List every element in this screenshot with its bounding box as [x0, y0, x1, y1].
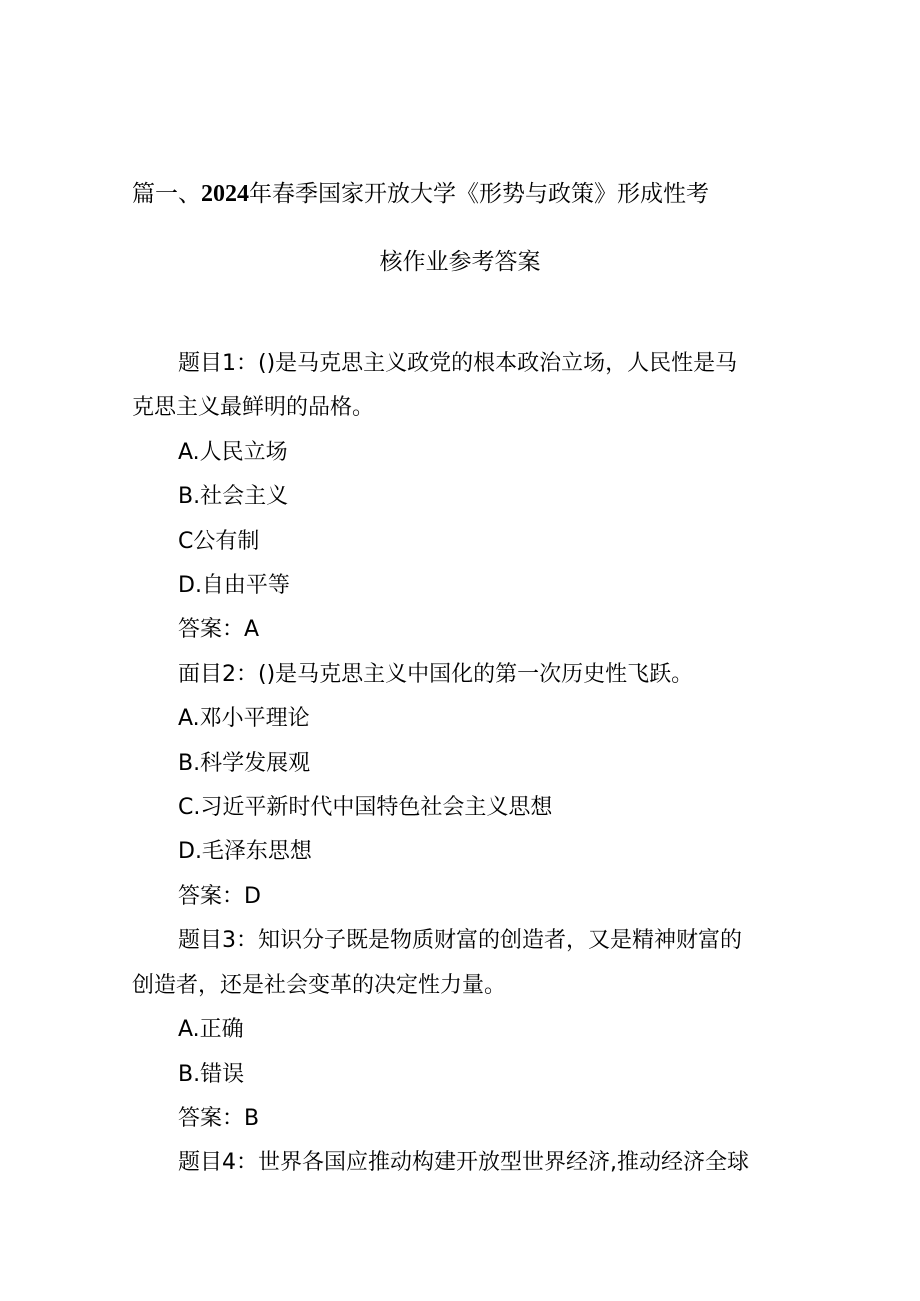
- document-title: [132, 174, 709, 214]
- question-2-option-b: B.科学发展观: [178, 750, 311, 776]
- question-2-option-c: C.习近平新时代中国特色社会主义思想: [178, 795, 553, 821]
- question-2-option-a: A.邓小平理论: [178, 706, 310, 732]
- question-1-text-continued: 克思主义最鲜明的品格。: [132, 395, 375, 421]
- document-title-continued: 核作业参考答案: [379, 249, 541, 275]
- question-2-answer: 答案：D: [178, 883, 261, 909]
- question-2-option-d: D.毛泽东思想: [178, 839, 312, 865]
- title-prefix: 篇一、: [132, 181, 201, 207]
- question-3-text: 题目3：知识分子既是物质财富的创造者，又是精神财富的: [178, 928, 742, 954]
- question-3-option-b: B.错误: [178, 1061, 245, 1087]
- question-3-text-continued: 创造者，还是社会变革的决定性力量。: [132, 972, 507, 998]
- question-1-answer: 答案：A: [178, 617, 260, 643]
- document-body: [132, 342, 792, 1186]
- question-1-text: 题目1：()是马克思主义政党的根本政治立场，人民性是马: [178, 351, 738, 376]
- question-1-option-c: C公有制: [178, 528, 260, 554]
- title-year: 2024: [201, 181, 249, 207]
- question-3-option-a: A.正确: [178, 1017, 244, 1043]
- question-3-answer: 答案：B: [178, 1105, 260, 1131]
- title-rest: 年春季国家开放大学《形势与政策》形成性考: [249, 181, 709, 207]
- question-1-option-a: A.人民立场: [178, 439, 288, 465]
- question-4-text: 题目4：世界各国应推动构建开放型世界经济,推动经济全球: [178, 1150, 749, 1176]
- question-1-option-b: B.社会主义: [178, 484, 289, 510]
- question-2-text: 面目2：()是马克思主义中国化的第一次历史性飞跃。: [178, 661, 694, 687]
- question-1-option-d: D.自由平等: [178, 573, 290, 599]
